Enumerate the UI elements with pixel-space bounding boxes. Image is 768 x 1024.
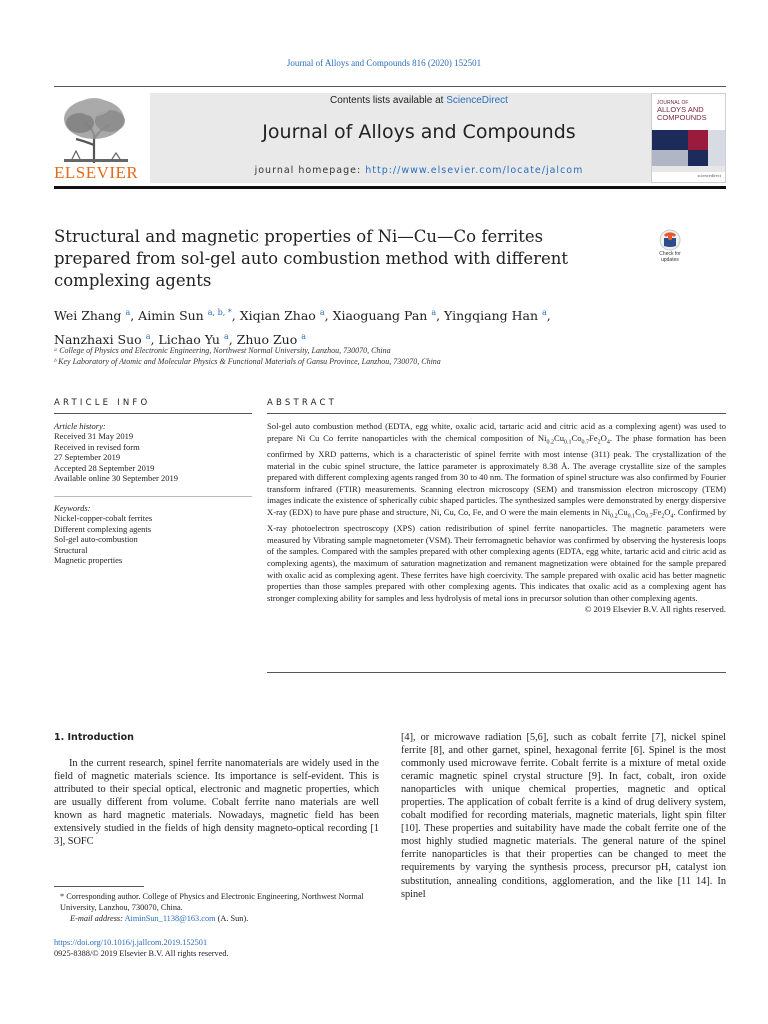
contents-availability — [150, 95, 688, 106]
journal-cover-thumbnail[interactable] — [651, 93, 726, 183]
tree-icon — [54, 93, 138, 165]
article-info-rule — [54, 413, 252, 414]
author-name[interactable]: Nanzhaxi Suo — [54, 332, 142, 347]
abstract-text: . Confirmed by X-ray photoelectron spectroscopy (XPS) cation redistribution of spinel ferrite nanoparticles. The magnetic parameters were measured by Vibrating sample magnetometer (VSM). Their ferromagnetic behavior was confirmed by observing the hysteresis loops of the samples. Compared with the samples prepared with other complexing agents (EDTA, egg white, tartaric acid and citric acid as complexing agents), the maximum of saturation magnetization and remanent magnetization were obtained for the sample prepared with oxalic acid as complexing agent. These ferrites have high coercivity. The sample prepared with oxalic acid has better magnetic properties than those samples prepared with other complexing agents. This indicates that oxalic acid as a complexing agent has stronger complexing ability for samples and less hydrolysis of metal ions in precursor solution than other complexing agents. — [267, 506, 726, 603]
journal-masthead — [54, 93, 726, 183]
abstract-rule — [267, 413, 726, 414]
abstract-bottom-rule — [267, 672, 726, 673]
doi-link[interactable]: https://doi.org/10.1016/j.jallcom.2019.152501 — [54, 938, 208, 947]
article-history — [54, 421, 252, 483]
affiliation-b: ᵇ Key Laboratory of Atomic and Molecular Physics & Functional Materials of Gansu Province, Lanzhou, 730070, China — [54, 357, 441, 366]
body-column-right — [401, 731, 726, 901]
abstract-heading: ABSTRACT — [267, 398, 338, 408]
affiliations — [54, 345, 654, 367]
sciencedirect-link[interactable]: ScienceDirect — [446, 95, 508, 106]
author-separator: , — [546, 308, 551, 323]
keyword-item: Structural — [54, 544, 88, 555]
author-name[interactable]: Xiqian Zhao — [239, 308, 316, 323]
author-affiliation-marker[interactable]: a — [542, 308, 547, 317]
masthead-banner — [150, 93, 688, 183]
cover-title-line: ALLOYS AND — [657, 105, 704, 114]
corresponding-author-footnote — [54, 892, 384, 924]
elsevier-tree-logo[interactable] — [54, 93, 138, 183]
section-heading-introduction: 1. Introduction — [54, 732, 134, 743]
author-separator: , — [231, 308, 240, 323]
email-link[interactable]: AiminSun_1138@163.com — [124, 913, 216, 923]
history-item: Received in revised form — [54, 441, 140, 452]
footnote-rule — [54, 886, 144, 887]
history-item: Received 31 May 2019 — [54, 431, 134, 442]
email-suffix: (A. Sun). — [217, 913, 249, 923]
cover-publisher: sciencedirect — [697, 173, 721, 178]
keywords — [54, 503, 252, 565]
author-affiliation-marker[interactable]: a — [125, 308, 131, 317]
author-affiliation-marker[interactable]: a — [431, 308, 437, 317]
author-affiliation-marker[interactable]: a — [319, 308, 325, 317]
body-paragraph: [4], or microwave radiation [5,6], such as cobalt ferrite [7], nickel spinel ferrite [8], and other garnet, spinel, hexagonal ferrite [6]. Spinel is the most commonly used microwave ferrite. Cobalt ferrite is a mixture of metal oxide ceramic magnetic spinel crystal structure [9]. In fact, cobalt, iron oxide nanoparticles with unique chemical properties, magnetic and optical properties. The application of cobalt ferrite is a kind of drug delivery system, cobalt modified for recording materials, magnetic materials, light spin filter [10]. These properties and suitability have made the cobalt ferrite one of the most highly studied magnetic materials. The general nature of the spinel ferrite nanoparticles is that their properties can be changed to meet the requirements by varying the synthesis process, precursor pH, catalyst ion substitution, annealing conditions, agglomeration, and the like [11 14]. In spinel — [401, 732, 726, 900]
author-name[interactable]: Wei Zhang — [54, 308, 122, 323]
keyword-item: Nickel-copper-cobalt ferrites — [54, 513, 153, 524]
check-updates-label: Check for updates — [659, 251, 681, 263]
keyword-item: Sol-gel auto-combustion — [54, 534, 138, 545]
author-affiliation-marker[interactable]: a — [145, 332, 151, 341]
keywords-label: Keywords: — [54, 503, 91, 513]
author-separator: , — [150, 332, 159, 347]
history-item: 27 September 2019 — [54, 452, 121, 463]
author-name[interactable]: Lichao Yu — [158, 332, 220, 347]
article-info-heading: ARTICLE INFO — [54, 398, 151, 408]
author-name[interactable]: Xiaoguang Pan — [332, 308, 428, 323]
body-column-left — [54, 731, 379, 848]
journal-homepage — [150, 165, 688, 176]
author-separator: , — [324, 308, 333, 323]
author-name[interactable]: Zhuo Zuo — [236, 332, 298, 347]
issn-line: 0925-8388/© 2019 Elsevier B.V. All rights reserved. — [54, 948, 229, 958]
history-item: Accepted 28 September 2019 — [54, 462, 155, 473]
author-affiliation-marker[interactable]: a — [301, 332, 306, 341]
corresponding-author-note: * Corresponding author. College of Physics and Electronic Engineering, Northwest Normal University, Lanzhou, 730070, China. — [60, 892, 364, 912]
history-label: Article history: — [54, 421, 106, 431]
check-updates-icon — [652, 228, 688, 252]
chemical-formula: $Ni_{0.2}Cu_{0.1}Co_{0.7}Fe_2O_4$ — [601, 506, 674, 520]
check-for-updates-badge[interactable] — [652, 228, 688, 268]
author-list — [54, 302, 634, 350]
homepage-prefix: journal homepage: — [254, 165, 362, 176]
header-top-rule — [54, 86, 726, 87]
article-title: Structural and magnetic properties of Ni—Cu—Co ferrites prepared from sol-gel auto combustion method with different complexing agents — [54, 227, 569, 290]
author-affiliation-marker[interactable]: a, b, * — [207, 308, 232, 317]
body-paragraph: In the current research, spinel ferrite nanomaterials are widely used in the field of magnetic materials science. Its importance is self-evident. This is attributed to their special optical, electronic and magnetic properties, which are usually different from volume. Cobalt ferrite nano materials are well known as hard magnetic materials. Nowadays, magnetic field has been extensively studied in the fields of high density magneto-optical recording [1 3], SOFC — [54, 758, 379, 848]
email-line — [54, 914, 384, 925]
author-separator: , — [130, 308, 139, 323]
author-separator: , — [436, 308, 445, 323]
abstract-text: . The phase formation has been confirmed by XRD patterns, which is a characteristic of spinel ferrite with most intense (311) peak. The crystallization of the material in the cubic spinel structure, the lattice parameter is approximately 8.38 Å. The average crystallite size of the samples prepared with different complexing agents ranged from 30 to 40 nm. The formation of spinel structure was also confirmed by Fourier transform infrared (FTIR) measurements. Scanning electron microscopy (SEM) and transmission electron microscopy (TEM) images indicate the existence of spherically cubic shaped particles. The synthesized samples were demonstrated by energy dispersive X-ray (EDX) to have pure phase and structure, Ni, Cu, Co, Fe, and O were the main elements in — [267, 432, 726, 517]
publisher-name: ELSEVIER — [54, 163, 139, 182]
cover-title-line: JOURNAL OF — [657, 100, 689, 106]
chemical-formula: $Ni_{0.2}Cu_{0.1}Co_{0.7}Fe_2O_4$ — [537, 432, 610, 446]
doi-block — [54, 938, 229, 960]
history-item: Available online 30 September 2019 — [54, 473, 179, 484]
email-label: E-mail address: — [70, 913, 123, 923]
keyword-item: Different complexing agents — [54, 523, 152, 534]
journal-title: Journal of Alloys and Compounds — [262, 121, 576, 143]
article-info-separator — [54, 496, 252, 497]
cover-title — [657, 100, 707, 122]
author-affiliation-marker[interactable]: a — [223, 332, 229, 341]
homepage-link[interactable]: http://www.elsevier.com/locate/jalcom — [365, 165, 584, 176]
abstract-body — [267, 421, 726, 616]
affiliation-a: ᵃ College of Physics and Electronic Engineering, Northwest Normal University, Lanzhou, 730070, China — [54, 346, 391, 355]
abstract-text: Sol-gel auto combustion method (EDTA, egg white, oxalic acid, tartaric acid and citric acid as a complexing agent) was used to prepare Ni Cu Co ferrite nanoparticles with the chemical composition of — [267, 421, 726, 443]
author-separator: , — [228, 332, 237, 347]
header-bottom-rule — [54, 186, 726, 189]
author-name[interactable]: Yingqiang Han — [444, 308, 539, 323]
contents-prefix: Contents lists available at — [330, 95, 444, 106]
copyright-notice: © 2019 Elsevier B.V. All rights reserved. — [584, 604, 726, 615]
journal-citation[interactable]: Journal of Alloys and Compounds 816 (2020) 152501 — [286, 58, 482, 68]
cover-title-line: COMPOUNDS — [657, 113, 707, 122]
keyword-item: Magnetic properties — [54, 555, 123, 566]
author-name[interactable]: Aimin Sun — [138, 308, 204, 323]
